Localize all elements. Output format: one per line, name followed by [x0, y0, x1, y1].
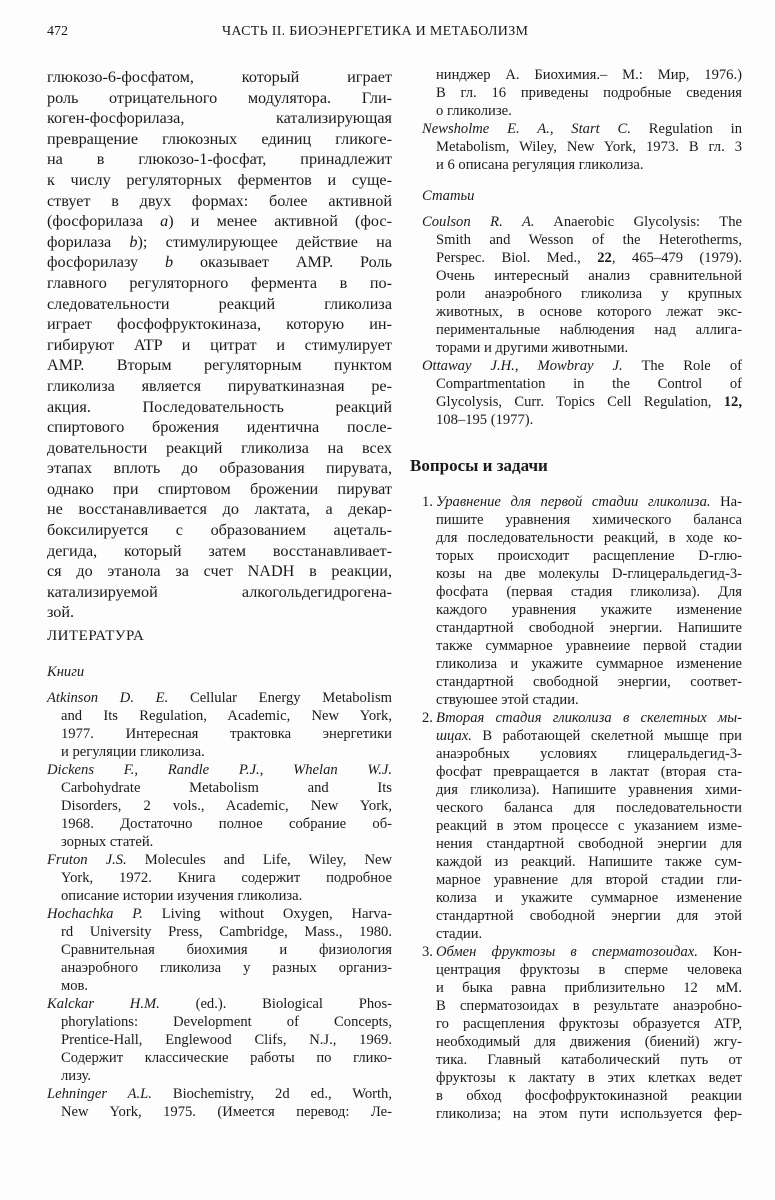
text-line: следовательности реакций гликолиза [47, 294, 392, 313]
text-line: го расщепления фруктозы образуется ATP, [436, 1016, 742, 1032]
books-reference-list [47, 689, 392, 1121]
text-line [422, 727, 742, 745]
text-line: нинджер А. Биохимия.– М.: Мир, 1976.) [436, 67, 742, 83]
text-line [47, 851, 392, 869]
text-line [47, 232, 392, 253]
text-segment: На- [710, 494, 742, 510]
text-line: торами и другими животными. [436, 340, 629, 356]
text-line: гибируют ATP и цитрат и стимулирует [47, 335, 392, 354]
text-line: Metabolism, Wiley, New York, 1973. В гл. 3 [436, 139, 742, 155]
text-line: Сравнительная биохимия и физиология [61, 942, 392, 958]
text-line: Smith and Wesson of the Heterotherms, [436, 232, 742, 248]
text-segment: Biochemistry, 2d ed., Worth, [151, 1086, 392, 1102]
text-segment: Кон- [697, 944, 742, 960]
text-line [47, 1085, 392, 1103]
text-segment: ) и менее активной (фос- [168, 212, 392, 231]
text-line: Compartmentation in the Control of [436, 376, 742, 392]
reference-entry [47, 851, 392, 905]
italic-text: Уравнение для первой стадии гликолиза. [436, 494, 711, 510]
text-line: New York, 1975. (Имеется перевод: Ле- [61, 1104, 392, 1120]
text-line: глюкозо-6-фосфатом, который играет [47, 68, 392, 86]
question-number: 3. [422, 944, 433, 960]
text-line: описание истории изучения гликолиза. [61, 888, 303, 904]
text-line: phorylations: Development of Concepts, [61, 1014, 392, 1030]
text-line: о гликолизе. [436, 103, 512, 119]
text-line: Prentice-Hall, Englewood Clifs, N.J., 1969. [61, 1032, 392, 1048]
italic-text: b [164, 253, 174, 272]
text-line: ствует в двух формах: более активной [47, 191, 392, 210]
text-line: необходимый для движения (биений) жгу- [436, 1034, 742, 1050]
text-line: 1968. Достаточно полное собрание об- [61, 816, 392, 832]
text-segment: форилаза [47, 232, 130, 251]
text-line: и 6 описана регуляция гликолиза. [436, 157, 644, 173]
text-line: каждой из реакций. Напишите также сум- [436, 854, 742, 870]
question-item [422, 709, 742, 943]
text-line: Disorders, 2 vols., Academic, New York, [61, 798, 392, 814]
text-line: для последовательности реакций, в ходе ко- [436, 530, 742, 546]
text-line: гликолиза и укажите суммарное изменение [436, 656, 742, 672]
italic-text: Dickens F., Randle P.J., Whelan W.J. [47, 762, 392, 778]
text-line: марное уравнение для второй стадии гли- [436, 872, 742, 888]
text-line: мов. [61, 978, 89, 994]
text-line [422, 357, 742, 375]
text-line: пишите уравнения химического баланса [436, 512, 742, 528]
text-line: rd University Press, Cambridge, Mass., 1980. [61, 924, 392, 940]
text-line: стадии. [436, 926, 483, 942]
text-line: и быка равна приблизительно 12 мМ. [436, 980, 742, 996]
text-line: ствуюшее этой стадии. [436, 692, 579, 708]
text-segment: В работающей скелетной мышце при [471, 728, 742, 744]
text-line: довательности реакций гликолиза на всех [47, 438, 392, 457]
text-segment: Glycolysis, Curr. Topics Cell Regulation, [436, 394, 724, 410]
text-line: В гл. 16 приведены подробные сведения [436, 85, 742, 101]
text-line: 108–195 (1977). [436, 412, 534, 428]
text-line: козы на две молекулы D-глицеральдегид-3- [436, 566, 742, 582]
italic-text: Coulson R. A. [422, 214, 535, 230]
text-line: спиртового брожения идентична после- [47, 418, 392, 437]
text-line: анаэробных условиях глицеральдегид-3- [436, 746, 742, 762]
text-line: фосфата (первая стадия гликолиза). Для [436, 584, 742, 600]
text-line: AMP. Вторым регуляторным пунктом [47, 356, 392, 375]
text-line: Содержит классические работы по глико- [61, 1050, 392, 1066]
text-line [422, 120, 742, 138]
text-line: зой. [47, 603, 75, 622]
paragraph [47, 67, 392, 623]
questions-heading: Вопросы и задачи [410, 456, 548, 475]
text-line: дегида, который затем восстанавливает- [47, 541, 392, 560]
italic-text: Kalckar H.M. [47, 996, 160, 1012]
italic-text: Вторая стадия гликолиза в скелетных мы- [436, 710, 742, 726]
text-line: животных, в основе которого лежат экс- [436, 304, 742, 320]
text-segment: Anaerobic Glycolysis: The [534, 214, 742, 230]
text-line [47, 995, 392, 1013]
reference-entry [47, 761, 392, 851]
italic-text: шцах. [436, 728, 472, 744]
text-line [422, 213, 742, 231]
italic-text: Обмен фруктозы в сперматозоидах. [436, 944, 698, 960]
reference-entry [47, 995, 392, 1085]
text-line: ся до этанола за счет NADH в реакции, [47, 562, 392, 581]
articles-subheading: Статьи [422, 188, 475, 204]
text-line: однако при спиртовом брожении пируват [47, 479, 392, 498]
articles-reference-list [422, 213, 742, 429]
italic-text: Atkinson D. E. [47, 690, 169, 706]
text-line [422, 249, 742, 267]
reference-entry [422, 213, 742, 357]
text-line [422, 709, 742, 727]
reference-entry [422, 120, 742, 174]
text-line: в обход фосфофруктокиназной реакции [436, 1088, 742, 1104]
page-number: 472 [47, 24, 68, 39]
questions-list [422, 493, 742, 1123]
italic-text: Ottaway J.H., Mowbray J. [422, 358, 623, 374]
text-segment: ); стимулирующее действие на [137, 232, 392, 251]
text-line: Очень интересный анализ сравнительной [436, 268, 742, 284]
text-line: роль отрицательного модулятора. Гли- [47, 88, 392, 107]
text-line: дия гликолиза). Напишите уравнения хими- [436, 782, 742, 798]
text-line: центрация фруктозы в сперме человека [436, 962, 742, 978]
text-line [47, 689, 392, 707]
text-line: стандартной свободной энергии, соответ- [436, 674, 742, 690]
text-line: периментальные наблюдения над аллига- [436, 322, 742, 338]
text-line [47, 761, 392, 779]
text-segment: Regulation in [630, 121, 742, 137]
text-line: колиза и укажите суммарное изменение [436, 890, 742, 906]
text-line: превращение глюкозных единиц гликоге- [47, 129, 392, 148]
text-line: фруктозы к лактату в этих клетках ведет [436, 1070, 742, 1086]
bold-text: 22 [597, 250, 612, 266]
text-line [422, 393, 742, 411]
books-subheading: Книги [47, 664, 85, 680]
text-line [422, 493, 742, 511]
text-line: акция. Последовательность реакций [47, 397, 392, 416]
reference-entry [422, 66, 742, 120]
text-line [47, 211, 392, 232]
text-line: коген-фосфорилаза, катализирующая [47, 109, 392, 128]
text-line [422, 943, 742, 961]
text-segment: (ed.). Biological Phos- [159, 996, 392, 1012]
question-item [422, 943, 742, 1123]
bold-text: 12, [723, 394, 742, 410]
text-line: боксилируется с образованием ацеталь- [47, 521, 392, 540]
text-line: катализируемой алкогольдегидрогена- [47, 582, 392, 601]
text-segment: Living without Oxygen, Harva- [142, 906, 392, 922]
text-line: не восстанавливается до лактата, а декар- [47, 500, 392, 519]
italic-text: b [129, 232, 138, 251]
text-segment: (фосфорилаза [47, 212, 161, 231]
text-line: тика. Главный катаболический путь от [436, 1052, 742, 1068]
text-line: каждого уравнения укажите изменение [436, 602, 742, 618]
text-line: гликолиза является пируваткиназная ре- [47, 376, 392, 395]
text-line: фосфат превращается в лактат (вторая ста- [436, 764, 742, 780]
text-line: этапах вплоть до образования пирувата, [47, 459, 392, 478]
italic-text: Hochachka P. [47, 906, 143, 922]
text-line: стандартной свободной энергии. Напишите [436, 620, 742, 636]
text-line: и регуляции гликолиза. [61, 744, 205, 760]
text-line: на в глюкозо-1-фосфат, принадлежит [47, 150, 392, 169]
italic-text: Fruton J.S. [47, 852, 127, 868]
text-line: гликолиза; на этом пути используется фер- [436, 1106, 742, 1122]
text-segment: Cellular Energy Metabolism [168, 690, 392, 706]
running-title: ЧАСТЬ II. БИОЭНЕРГЕТИКА И МЕТАБОЛИЗМ [222, 24, 529, 39]
text-line [47, 252, 392, 273]
text-line: В сперматозоидах в результате анаэробно- [436, 998, 742, 1014]
italic-text: a [160, 212, 169, 231]
literature-heading: ЛИТЕРАТУРА [47, 628, 145, 644]
text-line: главного регуляторного фермента в по- [47, 273, 392, 292]
reference-entry [47, 1085, 392, 1121]
text-segment: оказывает AMP. Роль [173, 253, 392, 272]
reference-entry [47, 689, 392, 761]
text-line [47, 905, 392, 923]
text-line: York, 1972. Книга содержит подробное [61, 870, 392, 886]
reference-entry [47, 905, 392, 995]
text-line: нения стандартной свободной энергии для [436, 836, 742, 852]
question-item [422, 493, 742, 709]
text-segment: The Role of [622, 358, 742, 374]
text-segment: Molecules and Life, Wiley, New [126, 852, 393, 868]
text-line: роли анаэробного гликолиза у крупных [436, 286, 742, 302]
text-line: 1977. Интересная трактовка энергетики [61, 726, 392, 742]
italic-text: Lehninger A.L. [47, 1086, 152, 1102]
text-segment: фосфорилазу [47, 253, 165, 272]
question-number: 1. [422, 494, 433, 510]
text-line: лизу. [61, 1068, 92, 1084]
text-line: к числу регуляторных ферментов и суще- [47, 170, 392, 189]
question-number: 2. [422, 710, 433, 726]
text-line: зорных статей. [61, 834, 154, 850]
text-line: анаэробного гликолиза у разных организ- [61, 960, 392, 976]
text-line: ческого баланса для последовательности [436, 800, 742, 816]
text-line: играет фосфофруктокиназа, которую ин- [47, 315, 392, 334]
text-line: торых происходит расщепление D-глю- [436, 548, 742, 564]
text-line: также суммарное уравнеиие первой стадии [436, 638, 742, 654]
reference-entry [422, 357, 742, 429]
text-line: Carbohydrate Metabolism and Its [61, 780, 392, 796]
body-text [47, 67, 392, 623]
italic-text: Newsholme E. A., Start C. [422, 121, 631, 137]
text-segment: , 465–479 (1979). [611, 250, 742, 266]
text-segment: Perspec. Biol. Med., [436, 250, 598, 266]
text-line: and Its Regulation, Academic, New York, [61, 708, 392, 724]
books-reference-list-continued [422, 66, 742, 174]
text-line: реакций в этом процессе с указанием изме- [436, 818, 742, 834]
text-line: стандартной свободной энергии для этой [436, 908, 742, 924]
